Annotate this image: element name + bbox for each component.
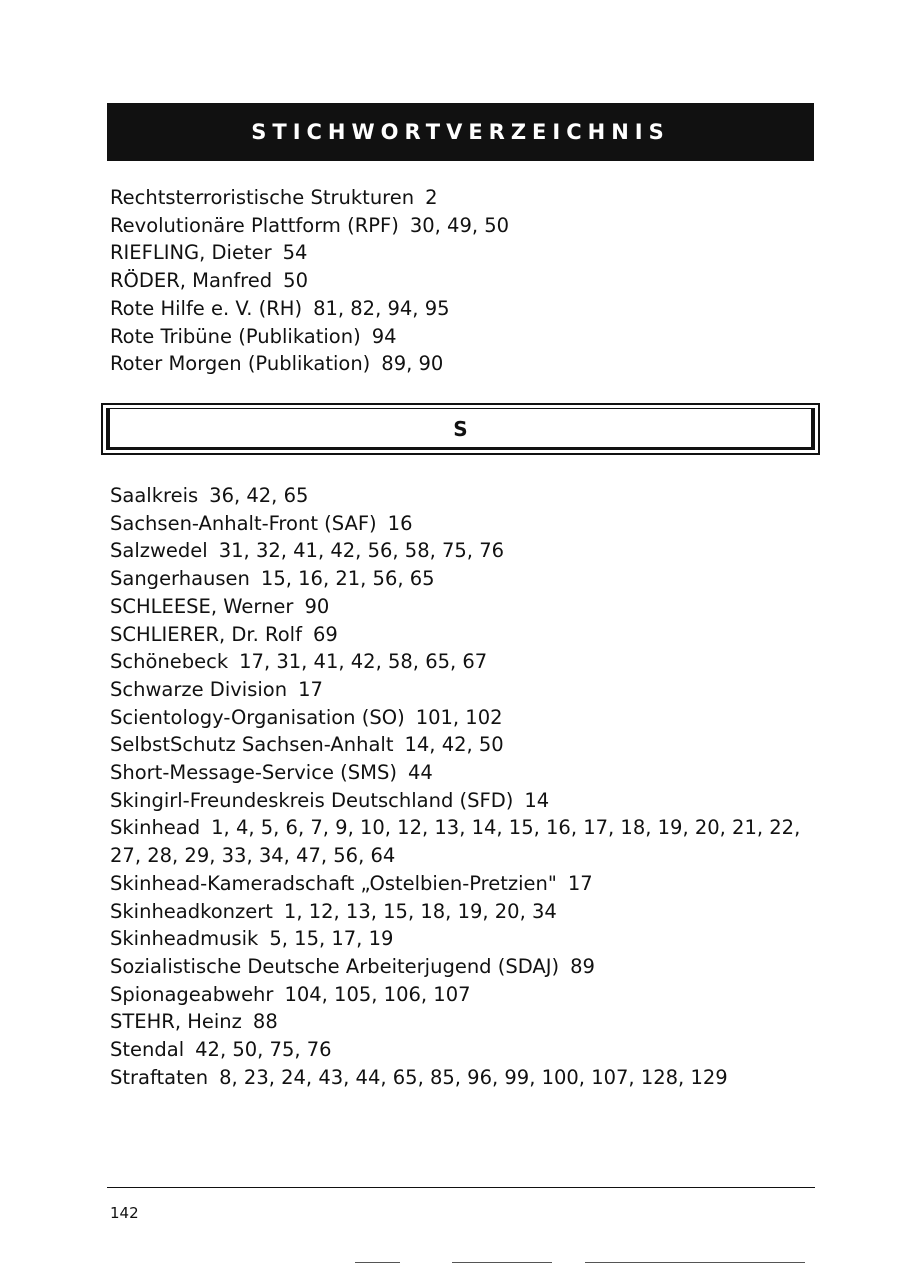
index-title: STICHWORTVERZEICHNIS — [251, 120, 670, 144]
entry-term: SCHLIERER, Dr. Rolf — [110, 622, 302, 646]
scan-edge-marks — [0, 1262, 900, 1266]
entry-pages: 14 — [524, 788, 550, 812]
entry-term: Short-Message-Service (SMS) — [110, 761, 397, 785]
index-entry — [110, 212, 830, 240]
index-entry — [110, 1036, 830, 1064]
entry-pages: 104, 105, 106, 107 — [284, 982, 471, 1006]
entry-term: Rote Hilfe e. V. (RH) — [110, 296, 303, 320]
entry-term: SCHLEESE, Werner — [110, 594, 294, 618]
index-entry — [110, 648, 830, 676]
entry-term: Saalkreis — [110, 484, 199, 507]
entry-pages: 42, 50, 75, 76 — [195, 1038, 332, 1062]
entry-pages: 36, 42, 65 — [209, 484, 309, 507]
scan-mark — [355, 1262, 400, 1263]
index-entry — [110, 953, 830, 981]
entry-pages: 1, 4, 5, 6, 7, 9, 10, 12, 13, 14, 15, 16, 17, 18, 19, 20, 21, 22, 27, 28, 29, 33, 34, 47, 56, 64 — [110, 816, 801, 868]
entry-term: Sozialistische Deutsche Arbeiterjugend (SDAJ) — [110, 954, 560, 978]
index-entry — [110, 565, 830, 593]
scan-mark — [452, 1262, 552, 1263]
entry-term: Scientology-Organisation (SO) — [110, 705, 405, 729]
entry-term: Skinheadkonzert — [110, 899, 273, 923]
entry-pages: 31, 32, 41, 42, 56, 58, 75, 76 — [218, 539, 505, 563]
entry-term: Rechtsterroristische Strukturen — [110, 186, 415, 209]
entry-term: Skingirl-Freundeskreis Deutschland (SFD) — [110, 788, 514, 812]
index-entry — [110, 814, 830, 869]
index-entry — [110, 981, 830, 1009]
index-entry — [110, 621, 830, 649]
index-entry — [110, 759, 830, 787]
index-entry — [110, 323, 830, 351]
index-entry — [110, 593, 830, 621]
entry-pages: 15, 16, 21, 56, 65 — [260, 567, 435, 591]
entry-term: RIEFLING, Dieter — [110, 241, 272, 265]
entry-pages: 90 — [304, 594, 330, 618]
entry-term: Straftaten — [110, 1065, 209, 1089]
entry-pages: 17, 31, 41, 42, 58, 65, 67 — [239, 650, 488, 674]
section-letter-box — [101, 403, 820, 455]
index-entry — [110, 925, 830, 953]
index-entry — [110, 676, 830, 704]
scan-mark — [585, 1262, 805, 1263]
entry-term: Stendal — [110, 1038, 185, 1062]
entry-pages: 2 — [425, 186, 438, 209]
index-entry — [110, 870, 830, 898]
index-entry — [110, 731, 830, 759]
entry-pages: 88 — [252, 1010, 278, 1034]
index-entry — [110, 184, 830, 212]
entry-term: Skinhead-Kameradschaft „Ostelbien-Pretzien" — [110, 871, 557, 895]
footer-rule — [107, 1187, 815, 1188]
index-entries-s — [110, 482, 830, 1091]
index-title-banner — [107, 103, 814, 161]
index-entries-r — [110, 184, 830, 378]
entry-pages: 8, 23, 24, 43, 44, 65, 85, 96, 99, 100, 107, 128, 129 — [219, 1065, 728, 1089]
entry-term: Skinhead — [110, 816, 201, 840]
entry-term: STEHR, Heinz — [110, 1010, 242, 1034]
entry-pages: 17 — [567, 871, 593, 895]
index-entry — [110, 510, 830, 538]
entry-term: Sangerhausen — [110, 567, 250, 591]
entry-term: SelbstSchutz Sachsen-Anhalt — [110, 733, 394, 757]
section-letter: S — [453, 417, 468, 441]
index-entry — [110, 295, 830, 323]
entry-pages: 5, 15, 17, 19 — [269, 927, 394, 951]
entry-term: Spionageabwehr — [110, 982, 274, 1006]
index-entry — [110, 1008, 830, 1036]
index-entry — [110, 350, 830, 378]
index-entry — [110, 898, 830, 926]
entry-pages: 44 — [407, 761, 433, 785]
index-entry — [110, 267, 830, 295]
entry-pages: 54 — [282, 241, 308, 265]
entry-pages: 14, 42, 50 — [404, 733, 504, 757]
index-entry — [110, 1064, 830, 1092]
index-entry — [110, 704, 830, 732]
entry-pages: 81, 82, 94, 95 — [313, 296, 450, 320]
entry-pages: 89 — [570, 954, 595, 978]
entry-pages: 50 — [283, 269, 308, 293]
page-number: 142 — [110, 1204, 139, 1222]
entry-term: Rote Tribüne (Publikation) — [110, 324, 361, 348]
index-entry — [110, 787, 830, 815]
entry-pages: 16 — [387, 511, 413, 535]
entry-term: Schwarze Division — [110, 677, 288, 701]
entry-term: Revolutionäre Plattform (RPF) — [110, 213, 399, 237]
entry-term: Schönebeck — [110, 650, 229, 674]
entry-pages: 1, 12, 13, 15, 18, 19, 20, 34 — [283, 899, 557, 923]
entry-pages: 101, 102 — [415, 705, 503, 729]
entry-pages: 69 — [312, 622, 338, 646]
entry-term: Skinheadmusik — [110, 927, 259, 951]
entry-term: Salzwedel — [110, 539, 208, 563]
index-entry — [110, 537, 830, 565]
entry-pages: 94 — [371, 324, 397, 348]
entry-term: Sachsen-Anhalt-Front (SAF) — [110, 511, 377, 535]
entry-term: RÖDER, Manfred — [110, 269, 273, 293]
entry-pages: 30, 49, 50 — [409, 213, 510, 237]
entry-pages: 17 — [298, 677, 323, 701]
entry-term: Roter Morgen (Publikation) — [110, 352, 371, 376]
index-entry — [110, 239, 830, 267]
index-entry — [110, 482, 830, 510]
entry-pages: 89, 90 — [381, 352, 444, 376]
